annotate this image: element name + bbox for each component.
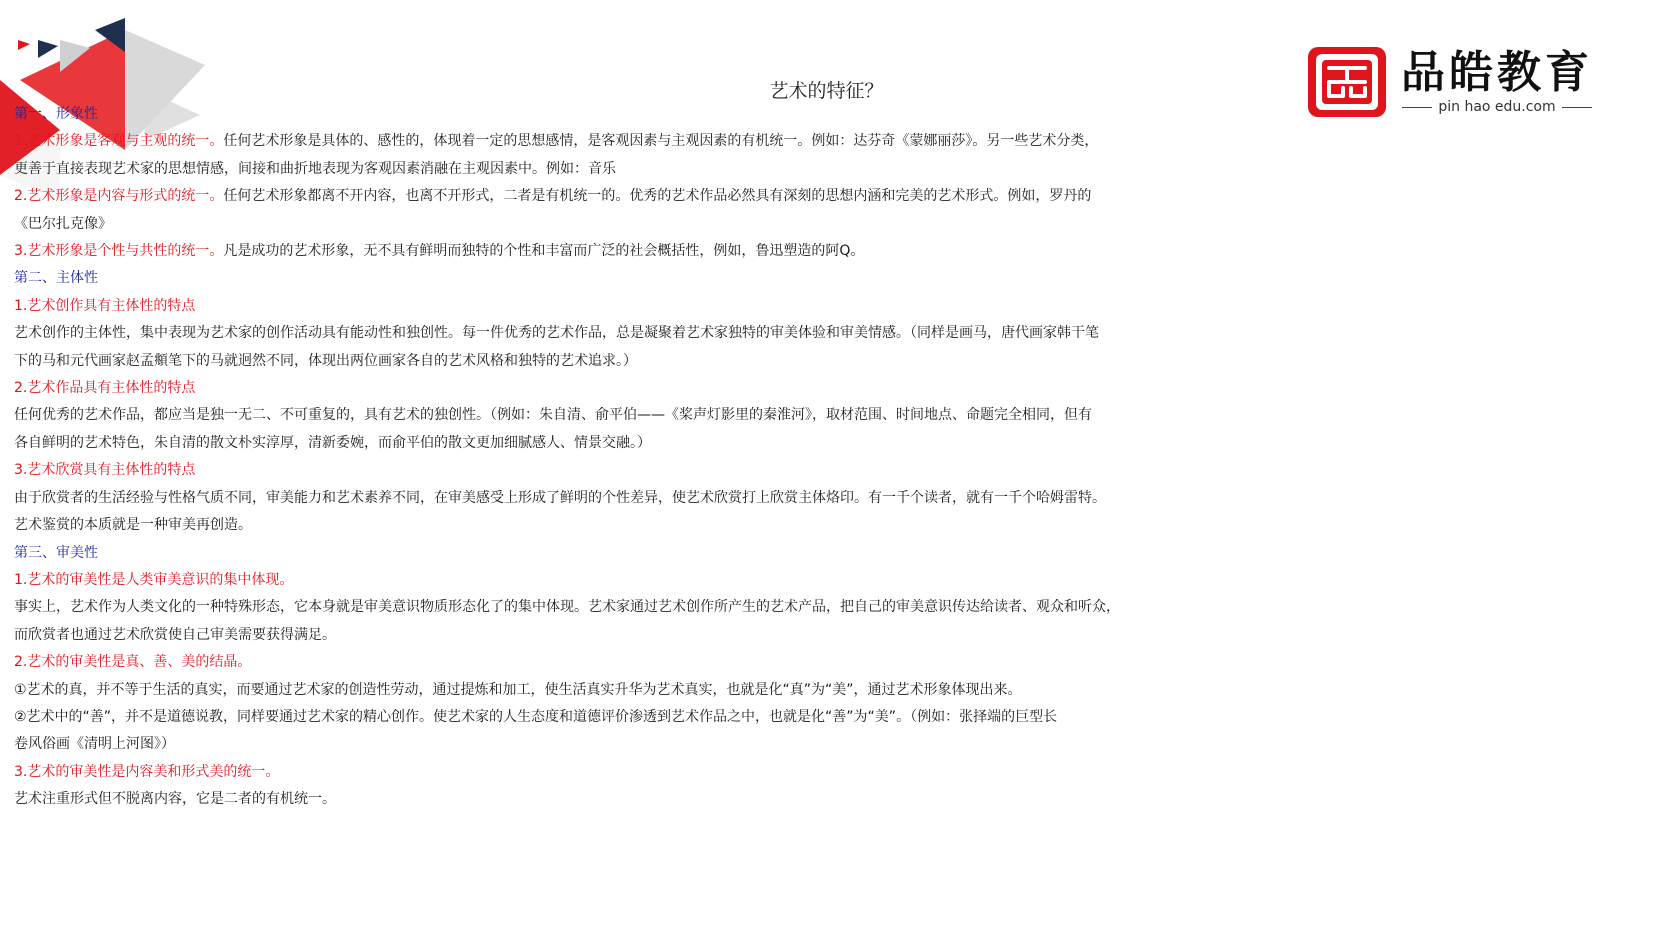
paragraph-line: 任何优秀的艺术作品，都应当是独一无二、不可重复的，具有艺术的独创性。（例如：朱自清、俞平伯——《桨声灯影里的秦淮河》，取材范围、时间地点、命题完全相同，但有 [14, 407, 1092, 424]
paragraph-line: 各自鲜明的艺术特色，朱自清的散文朴实淳厚，清新委婉，而俞平伯的散文更加细腻感人、情景交融。） [14, 434, 651, 451]
page-title: 艺术的特征？ [769, 80, 884, 102]
logo-subtitle [1402, 99, 1591, 115]
point-heading: 2.艺术形象是内容与形式的统一。 [14, 188, 224, 205]
paragraph-line: 下的马和元代画家赵孟頫笔下的马就迥然不同，体现出两位画家各自的艺术风格和独特的艺术追求。） [14, 352, 637, 369]
logo-rule-right [1562, 107, 1592, 108]
paragraph-line: 由于欣赏者的生活经验与性格气质不同，审美能力和艺术素养不同，在审美感受上形成了鲜明的个性差异，使艺术欣赏打上欣赏主体烙印。有一千个读者，就有一千个哈姆雷特。 [14, 489, 1106, 506]
logo-rule-left [1402, 107, 1432, 108]
paragraph-line: 更善于直接表现艺术家的思想情感，间接和曲折地表现为客观因素消融在主观因素中。例如：音乐 [14, 160, 616, 177]
paragraph-line: 《巴尔扎克像》 [14, 215, 112, 232]
logo-subtitle-text: pin hao edu.com [1438, 99, 1556, 115]
subsection-heading: 2.艺术的审美性是真、善、美的结晶。 [14, 654, 252, 671]
subsection-heading: 3.艺术欣赏具有主体性的特点 [14, 462, 196, 479]
logo-name: 品皓教育 [1401, 47, 1593, 98]
point-text: 任何艺术形象都离不开内容，也离不开形式，二者是有机统一的。优秀的艺术作品必然具有深刻的思想内涵和完美的艺术形式。例如，罗丹的 [223, 188, 1092, 205]
point-text: 任何艺术形象是具体的、感性的，体现着一定的思想感情，是客观因素与主观因素的有机统一。例如：达芬奇《蒙娜丽莎》。另一些艺术分类， [223, 133, 1099, 150]
paragraph-line: ②艺术中的“善”，并不是道德说教，同样要通过艺术家的精心创作。使艺术家的人生态度和道德评价渗透到艺术作品之中，也就是化“善”为“美”。（例如：张择端的巨型长 [14, 708, 1058, 725]
section-heading: 第二、主体性 [14, 270, 98, 287]
point-heading: 3.艺术形象是个性与共性的统一。 [14, 243, 224, 260]
subsection-heading: 3.艺术的审美性是内容美和形式美的统一。 [14, 763, 280, 780]
paragraph-line [14, 128, 1644, 155]
paragraph-line: 而欣赏者也通过艺术欣赏使自己审美需要获得满足。 [14, 626, 336, 643]
document-body [14, 101, 1644, 814]
paragraph-line [14, 183, 1644, 210]
paragraph-line: 卷风俗画《清明上河图》） [14, 736, 175, 753]
paragraph-line: ①艺术的真，并不等于生活的真实，而要通过艺术家的创造性劳动，通过提炼和加工，使生活真实升华为艺术真实，也就是化“真”为“美”，通过艺术形象体现出来。 [14, 681, 1022, 698]
brand-logo [1307, 46, 1593, 118]
paragraph-line: 事实上，艺术作为人类文化的一种特殊形态，它本身就是审美意识物质形态化了的集中体现。艺术家通过艺术创作所产生的艺术产品，把自己的审美意识传达给读者、观众和听众， [14, 599, 1120, 616]
logo-mark-icon [1307, 46, 1387, 118]
paragraph-line [14, 238, 1644, 265]
paragraph-line: 艺术创作的主体性，集中表现为艺术家的创作活动具有能动性和独创性。每一件优秀的艺术作品，总是凝聚着艺术家独特的审美体验和审美情感。（同样是画马，唐代画家韩干笔 [14, 325, 1099, 342]
paragraph-line: 艺术注重形式但不脱离内容，它是二者的有机统一。 [14, 791, 336, 808]
section-heading: 第一、形象性 [14, 106, 98, 122]
section-heading: 第三、审美性 [14, 544, 98, 561]
logo-text [1401, 49, 1593, 115]
subsection-heading: 1.艺术创作具有主体性的特点 [14, 297, 196, 314]
subsection-heading: 1.艺术的审美性是人类审美意识的集中体现。 [14, 571, 294, 588]
point-heading: 1.艺术形象是客观与主观的统一。 [14, 133, 224, 150]
paragraph-line: 艺术鉴赏的本质就是一种审美再创造。 [14, 517, 252, 534]
subsection-heading: 2.艺术作品具有主体性的特点 [14, 380, 196, 397]
point-text: 凡是成功的艺术形象，无不具有鲜明而独特的个性和丰富而广泛的社会概括性，例如，鲁迅塑造的阿Q。 [223, 243, 865, 260]
